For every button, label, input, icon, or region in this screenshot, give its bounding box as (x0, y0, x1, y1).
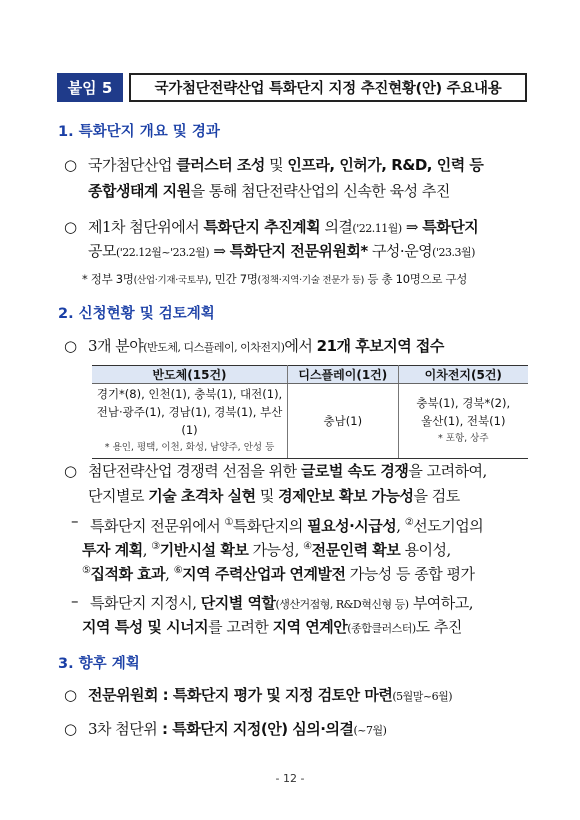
applications-table (92, 365, 528, 459)
section-3-heading: 3. 향후 계획 (58, 656, 140, 672)
cell-line: 경기*(8), 인천(1), 충북(1), 대전(1), (96, 387, 283, 401)
table-header-row (92, 366, 528, 384)
s2-dash-1-line-1: 특화단지 전문위에서 ①특화단지의 필요성·시급성, ②선도기업의 (90, 517, 484, 535)
table-header: 디스플레이(1건) (288, 366, 399, 384)
table-header: 반도체(15건) (92, 366, 288, 384)
s1-bullet-1-line-1: 국가첨단산업 클러스터 조성 및 인프라, 인허가, R&D, 인력 등 (88, 156, 484, 174)
cell-note: * 용인, 평택, 이천, 화성, 남양주, 안성 등 (104, 442, 275, 453)
s2-dash-2-line-1: 특화단지 지정시, 단지별 역할(생산거점형, R&D혁신형 등) 부여하고, (90, 594, 474, 612)
s1-footnote: * 정부 3명(산업·기재·국토부), 민간 7명(정책·지역·기술 전문가 등) 등 총 10명으로 구성 (82, 272, 468, 286)
s2-dash-1-line-2: 투자 계획, ③기반시설 확보 가능성, ④전문인력 확보 용이성, (82, 541, 451, 559)
s3-bullet-2: 3차 첨단위 : 특화단지 지정(안) 심의·의결(~7월) (88, 720, 387, 738)
title-bar (57, 73, 527, 102)
bullet-mark: ○ (64, 686, 77, 704)
bullet-mark: ○ (64, 337, 77, 355)
table-header: 이차전지(5건) (398, 366, 528, 384)
table-cell-battery (398, 384, 528, 459)
cell-line: 전남·광주(1), 경남(1), 경북(1), 부산(1) (96, 405, 283, 437)
page-title: 국가첨단전략산업 특화단지 지정 추진현황(안) 주요내용 (129, 73, 527, 102)
cell-note: * 포항, 상주 (438, 433, 489, 444)
table-cell-semiconductor (92, 384, 288, 459)
s2-bullet-1: 3개 분야(반도체, 디스플레이, 이차전지)에서 21개 후보지역 접수 (88, 337, 444, 355)
bullet-mark: ○ (64, 720, 77, 738)
s2-dash-2-line-2: 지역 특성 및 시너지를 고려한 지역 연계안(종합클러스터)도 추진 (82, 618, 462, 636)
section-1-heading: 1. 특화단지 개요 및 경과 (58, 124, 220, 140)
section-2-heading: 2. 신청현황 및 검토계획 (58, 306, 215, 322)
bullet-mark: ○ (64, 218, 77, 236)
cell-line: 충북(1), 경북*(2), (416, 396, 511, 410)
bullet-mark: ○ (64, 156, 77, 174)
s2-bullet-2-line-1: 첨단전략산업 경쟁력 선점을 위한 글로벌 속도 경쟁을 고려하여, (88, 462, 487, 480)
attachment-badge: 붙임 5 (57, 73, 123, 102)
table-row (92, 384, 528, 459)
dash-mark: – (71, 512, 79, 530)
table-cell-display: 충남(1) (288, 384, 399, 459)
s3-bullet-1: 전문위원회 : 특화단지 평가 및 지정 검토안 마련(5월말~6월) (88, 686, 453, 704)
s1-bullet-2-line-1: 제1차 첨단위에서 특화단지 추진계획 의결('22.11월) ⇒ 특화단지 (88, 218, 479, 236)
page-number: - 12 - (275, 772, 305, 785)
dash-mark: – (71, 592, 79, 610)
s2-dash-1-line-3: ⑤집적화 효과, ⑥지역 주력산업과 연계발전 가능성 등 종합 평가 (82, 565, 475, 583)
cell-line: 울산(1), 전북(1) (421, 414, 506, 428)
s2-bullet-2-line-2: 단지별로 기술 초격차 실현 및 경제안보 확보 가능성을 검토 (88, 487, 460, 505)
s1-bullet-1-line-2: 종합생태계 지원을 통해 첨단전략산업의 신속한 육성 추진 (88, 182, 450, 200)
s1-bullet-2-line-2: 공모('22.12월~'23.2월) ⇒ 특화단지 전문위원회* 구성·운영('23.3월) (88, 242, 475, 260)
bullet-mark: ○ (64, 462, 77, 480)
